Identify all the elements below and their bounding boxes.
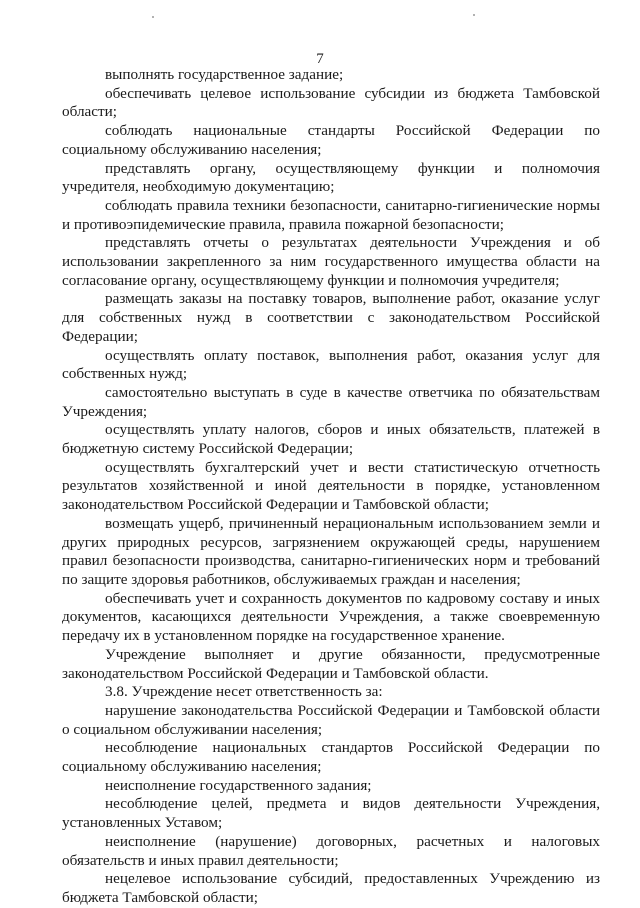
paragraph: обеспечивать целевое использование субсидии из бюджета Тамбовской области; xyxy=(62,84,600,121)
paragraph: нарушение законодательства Российской Федерации и Тамбовской области о социальном обслуживании населения; xyxy=(62,701,600,738)
page-number: 7 xyxy=(316,51,324,67)
paragraph: Учреждение выполняет и другие обязанности, предусмотренные законодательством Российской Федерации и Тамбовской области. xyxy=(62,645,600,682)
scan-speck xyxy=(152,16,154,18)
paragraph: представлять отчеты о результатах деятельности Учреждения и об использовании закрепленного за ним государственного имущества области на согласование органу, осуществляющему функции и полномочия учредителя; xyxy=(62,234,600,289)
section-heading: 3.8. Учреждение несет ответственность за: xyxy=(105,683,383,701)
paragraph: осуществлять бухгалтерский учет и вести статистическую отчетность результатов хозяйственной и иной деятельности в порядке, установленном законодательством Российской Федерации и Тамбовской области; xyxy=(62,458,600,514)
paragraph: несоблюдение целей, предмета и видов деятельности Учреждения, установленных Уставом; xyxy=(62,795,600,832)
scan-speck xyxy=(473,14,475,16)
paragraph: неисполнение государственного задания; xyxy=(105,776,372,794)
paragraph: представлять органу, осуществляющему функции и полномочия учредителя, необходимую документацию; xyxy=(62,159,600,196)
paragraph: обеспечивать учет и сохранность документов по кадровому составу и иных документов, касающихся деятельности Учреждения, а также своевременную передачу их в установленном порядке на государственное хранение. xyxy=(62,589,600,645)
document-body xyxy=(62,66,600,908)
paragraph: самостоятельно выступать в суде в качестве ответчика по обязательствам Учреждения; xyxy=(62,383,600,420)
paragraph: возмещать ущерб, причиненный нерациональным использованием земли и других природных ресурсов, загрязнением окружающей среды, нарушением правил безопасности производства, санитарно-гигиенических норм и требований по защите здоровья работников, обслуживаемых граждан и населения; xyxy=(62,514,600,588)
paragraph: осуществлять оплату поставок, выполнения работ, оказания услуг для собственных нужд; xyxy=(62,346,600,383)
paragraph: выполнять государственное задание; xyxy=(105,66,344,83)
paragraph: несоблюдение национальных стандартов Российской Федерации по социальному обслуживанию населения; xyxy=(62,739,600,776)
paragraph: осуществлять уплату налогов, сборов и иных обязательств, платежей в бюджетную систему Российской Федерации; xyxy=(62,421,600,458)
paragraph: соблюдать национальные стандарты Российской Федерации по социальному обслуживанию населения; xyxy=(62,122,600,158)
paragraph: размещать заказы на поставку товаров, выполнение работ, оказание услуг для собственных нужд в соответствии с законодательством Российской Федерации; xyxy=(62,290,600,345)
paragraph: соблюдать правила техники безопасности, санитарно-гигиенические нормы и противоэпидемические правила, правила пожарной безопасности; xyxy=(62,196,600,233)
paragraph: нецелевое использование субсидий, предоставленных Учреждению из бюджета Тамбовской области; xyxy=(62,870,600,906)
paragraph: неисполнение (нарушение) договорных, расчетных и налоговых обязательств и иных правил деятельности; xyxy=(62,832,600,869)
